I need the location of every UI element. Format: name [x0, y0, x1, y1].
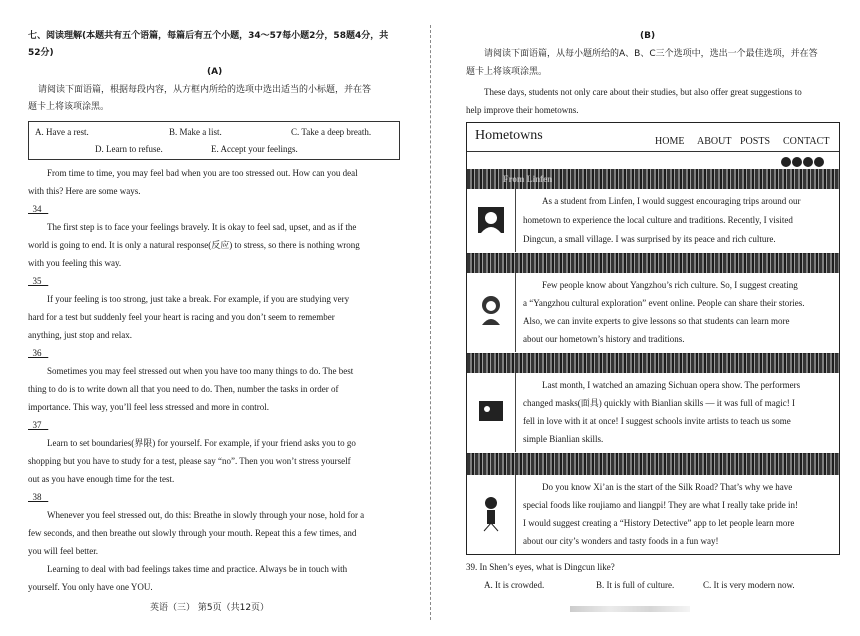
post-line: Dingcun, a small village. I was surprised by its peace and rich culture.: [523, 234, 776, 244]
nav-about[interactable]: ABOUT: [697, 136, 732, 147]
option-c: C. Take a deep breath.: [291, 127, 372, 137]
post-line: simple Bianlian skills.: [523, 434, 604, 444]
post-line: special foods like roujiamo and liangpi! They are what I really take pride in!: [523, 500, 798, 510]
blank-35: 35: [32, 276, 42, 286]
blank-38: 38: [32, 492, 42, 502]
hometowns-webpage: [466, 122, 840, 555]
question-39: 39. In Shen’s eyes, what is Dingcun like?: [466, 562, 615, 572]
paragraph-38: you will feel better.: [28, 546, 98, 556]
paragraph-34: The first step is to face your feelings bravely. It is okay to feel sad, upset, and as if the: [47, 222, 357, 232]
post-line: hometown to experience the local culture and traditions. Recently, I visited: [523, 215, 793, 225]
instruction-b: 请阅读下面语篇，从每小题所给的A、B、C三个选项中，选出一个最佳选项，并在答: [484, 49, 818, 59]
paragraph-36: thing to do is to write down all that you need to do. Then, number the tasks in order of: [28, 384, 339, 394]
nav-posts[interactable]: POSTS: [740, 136, 771, 147]
post-linfen: [467, 189, 839, 254]
site-title: Hometowns: [475, 128, 543, 143]
post-divider-banner: [467, 453, 839, 475]
paragraph-36: importance. This way, you’ll feel less stressed and more in control.: [28, 402, 269, 412]
intro-line: with this? Here are some ways.: [28, 186, 141, 196]
avatar-thumbnail: [467, 475, 516, 554]
blank-34: 34: [32, 204, 42, 214]
instruction-a: 请阅读下面语篇，根据每段内容，从方框内所给的选项中选出适当的小标题，并在答: [38, 85, 372, 95]
q39-option-b: B. It is full of culture.: [596, 580, 675, 590]
paragraph-36: Sometimes you may feel stressed out when you have too many things to do. The best: [47, 366, 354, 376]
part-b-label: (B): [640, 31, 656, 41]
social-icon[interactable]: [814, 157, 824, 167]
post-sichuan: [467, 373, 839, 454]
page-footer: 英语（三） 第5页（共12页）: [150, 603, 270, 613]
paragraph-37: Learn to set boundaries(界限) for yourself. For example, if your friend asks you to go: [47, 438, 356, 448]
avatar-thumbnail: [467, 273, 516, 352]
instruction-b-cont: 题卡上将该项涂黑。: [466, 67, 548, 77]
post-line: I would suggest creating a “History Detective” app to let people learn more: [523, 518, 795, 528]
post-divider-banner: [467, 253, 839, 273]
blank-36: 36: [32, 348, 42, 358]
faded-footer: [570, 606, 690, 612]
post-line: Do you know Xi’an is the start of the Silk Road? That’s why we have: [542, 482, 793, 492]
page-divider: [430, 25, 431, 620]
post-line: a “Yangzhou cultural exploration” event online. People can share their stories.: [523, 298, 805, 308]
post-line: Last month, I watched an amazing Sichuan opera show. The performers: [542, 380, 801, 390]
part-a-label: (A): [207, 67, 223, 77]
avatar-icon: [476, 495, 506, 535]
social-icon[interactable]: [792, 157, 802, 167]
post-xian: [467, 475, 839, 554]
social-icon[interactable]: [803, 157, 813, 167]
section-header: 七、阅读理解(本题共有五个语篇，每篇后有五个小题，34～57每小题2分，58题4分，共: [28, 31, 389, 41]
post-line: As a student from Linfen, I would suggest encouraging trips around our: [542, 196, 801, 206]
option-b: B. Make a list.: [169, 127, 222, 137]
intro-line: From time to time, you may feel bad when you are too stressed out. How can you deal: [47, 168, 358, 178]
post-divider-banner: [467, 353, 839, 373]
avatar-icon: [476, 395, 506, 425]
option-d: D. Learn to refuse.: [95, 144, 163, 154]
paragraph-34: world is going to end. It is only a natural response(反应) to stress, so there is nothing wrong: [28, 240, 360, 250]
header-rule: [467, 151, 839, 152]
social-icon[interactable]: [781, 157, 791, 167]
post-divider-banner: [467, 169, 839, 189]
closing-paragraph: yourself. You only have one YOU.: [28, 582, 153, 592]
paragraph-34: with you feeling this way.: [28, 258, 122, 268]
nav-contact[interactable]: CONTACT: [783, 136, 830, 147]
avatar-icon: [476, 205, 506, 235]
q39-option-c: C. It is very modern now.: [703, 580, 795, 590]
paragraph-37: shopping but you have to study for a test, please say “no”. Then you won’t stress yourself: [28, 456, 351, 466]
avatar-thumbnail: [467, 189, 516, 252]
post-yangzhou: [467, 273, 839, 354]
options-box: [28, 121, 400, 160]
paragraph-38: few seconds, and then breathe out slowly through your mouth. Repeat this a few times, and: [28, 528, 357, 538]
q39-option-a: A. It is crowded.: [484, 580, 545, 590]
paragraph-35: If your feeling is too strong, just take a break. For example, if you are studying very: [47, 294, 350, 304]
nav-home[interactable]: HOME: [655, 136, 685, 147]
post-line: about our city’s wonders and tasty foods in a fun way!: [523, 536, 719, 546]
intro-b: help improve their hometowns.: [466, 105, 579, 115]
post-line: changed masks(面具) quickly with Bianlian skills — it was full of magic! I: [523, 398, 795, 408]
post-line: fell in love with it at once! I suggest schools invite artists to teach us some: [523, 416, 791, 426]
paragraph-38: Whenever you feel stressed out, do this: Breathe in slowly through your nose, hold for a: [47, 510, 365, 520]
option-e: E. Accept your feelings.: [211, 144, 298, 154]
avatar-icon: [476, 293, 506, 327]
paragraph-35: anything, just stop and relax.: [28, 330, 132, 340]
post-line: Few people know about Yangzhou’s rich culture. So, I suggest creating: [542, 280, 798, 290]
avatar-thumbnail: [467, 373, 516, 452]
option-a: A. Have a rest.: [35, 127, 89, 137]
post-line: Also, we can invite experts to give lessons so that students can learn more: [523, 316, 790, 326]
intro-b: These days, students not only care about their studies, but also offer great suggestions to: [484, 87, 802, 97]
banner-label: From Linfen: [503, 174, 553, 184]
paragraph-35: hard for a test but suddenly feel your heart is racing and you don’t seem to remember: [28, 312, 335, 322]
post-line: about our hometown’s history and traditions.: [523, 334, 685, 344]
section-header-points: 52分): [28, 48, 54, 58]
closing-paragraph: Learning to deal with bad feelings takes time and practice. Always be in touch with: [47, 564, 348, 574]
paragraph-37: out as you have enough time for the test.: [28, 474, 175, 484]
blank-37: 37: [32, 420, 42, 430]
instruction-a-cont: 题卡上将该项涂黑。: [28, 102, 110, 112]
